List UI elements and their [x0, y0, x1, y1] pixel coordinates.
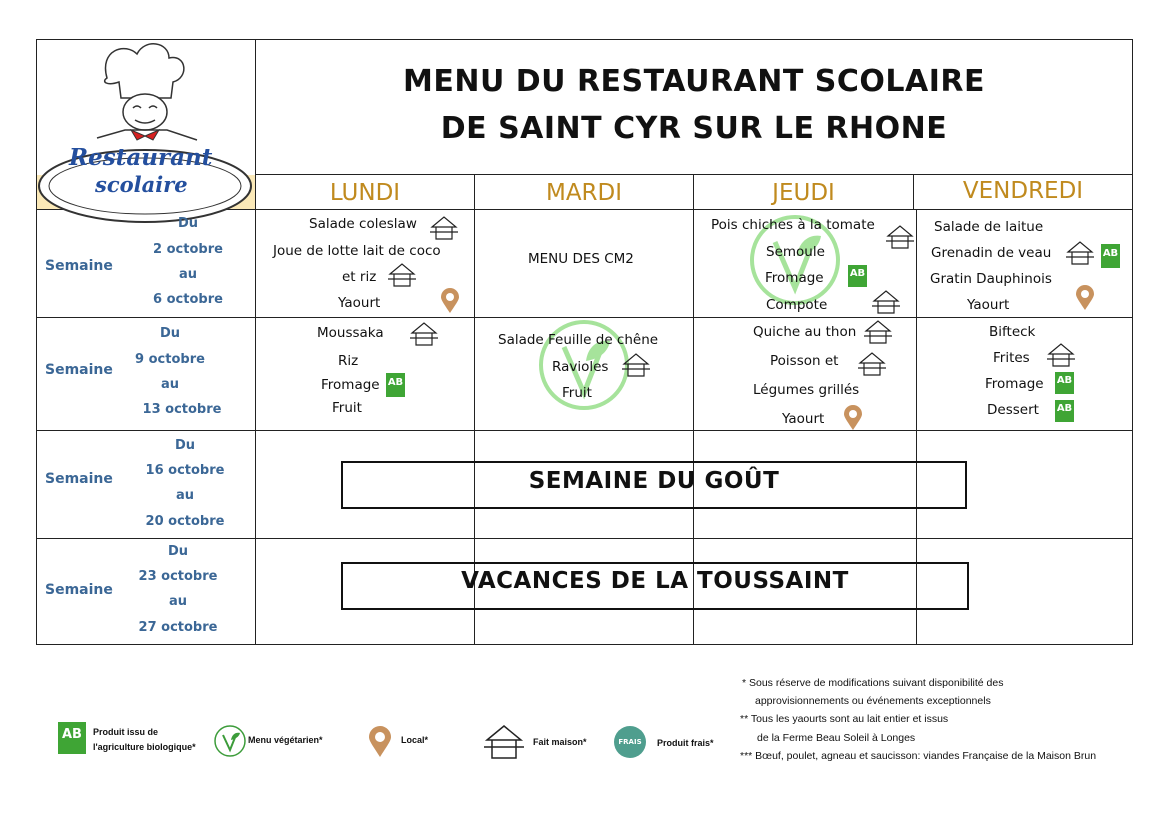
week-du: Du — [174, 438, 196, 453]
organic-ab-icon — [1055, 400, 1074, 422]
banner-text: SEMAINE DU GOÛT — [528, 468, 780, 494]
organic-ab-icon — [58, 722, 86, 754]
menu-item: Yaourt — [338, 295, 381, 311]
frais-badge-text: FRAIS — [618, 738, 642, 746]
ab-badge-text: AB — [387, 377, 404, 388]
ab-badge-text: AB — [1056, 403, 1073, 414]
week-start-date: 9 octobre — [135, 352, 205, 367]
local-pin-icon — [440, 288, 460, 314]
menu-item: Riz — [338, 353, 359, 369]
house-icon — [864, 320, 892, 344]
week-au: au — [175, 488, 195, 503]
menu-item: Yaourt — [782, 411, 825, 427]
legend-bio-line1: Produit issu de — [93, 727, 159, 737]
menu-item: Poisson et — [770, 353, 839, 369]
menu-item: Bifteck — [989, 324, 1036, 340]
week-end-date: 6 octobre — [153, 292, 223, 307]
menu-item: Dessert — [987, 402, 1039, 418]
ab-badge-text: AB — [849, 268, 866, 279]
day-header-mardi: MARDI — [545, 180, 623, 206]
footnote-line: * Sous réserve de modifications suivant disponibilité des — [742, 677, 1004, 689]
organic-ab-icon — [386, 373, 405, 397]
menu-item: et riz — [342, 269, 377, 285]
logo-text-line1: Restaurant — [69, 144, 213, 171]
menu-item: Fromage — [765, 270, 824, 286]
week-end-date: 13 octobre — [142, 402, 222, 417]
day-header-jeudi: JEUDI — [772, 180, 835, 206]
menu-item: Fruit — [332, 400, 362, 416]
legend-frais: Produit frais* — [657, 738, 714, 748]
footnote-line: ** Tous les yaourts sont au lait entier et issus — [740, 713, 949, 725]
menu-item: Fromage — [985, 376, 1044, 392]
page-title-line1: MENU DU RESTAURANT SCOLAIRE — [402, 64, 985, 99]
week-label: Semaine — [45, 258, 113, 274]
menu-item: Gratin Dauphinois — [930, 271, 1052, 287]
organic-ab-icon — [1101, 244, 1120, 268]
legend-bio-line2: l'agriculture biologique* — [93, 742, 196, 752]
menu-item: Ravioles — [552, 359, 609, 375]
week-du: Du — [159, 326, 181, 341]
local-pin-icon — [1075, 285, 1095, 311]
ab-badge-text: AB — [1056, 375, 1073, 386]
week-du: Du — [167, 544, 189, 559]
banner-vacances-toussaint — [341, 562, 969, 610]
organic-ab-icon — [1055, 372, 1074, 394]
week-du: Du — [177, 216, 199, 231]
menu-item: Moussaka — [317, 325, 384, 341]
page-title-line2: DE SAINT CYR SUR LE RHONE — [440, 111, 948, 146]
week-start-date: 23 octobre — [138, 569, 218, 584]
house-icon — [1047, 343, 1075, 367]
week-label: Semaine — [45, 362, 113, 378]
house-icon — [622, 353, 650, 377]
menu-item: Salade Feuille de chêne — [498, 332, 659, 348]
menu-item: Fruit — [562, 385, 592, 401]
vegetarian-icon — [214, 725, 246, 757]
week-label: Semaine — [45, 471, 113, 487]
logo-text-line2: scolaire — [95, 172, 188, 197]
banner-semaine-du-gout — [341, 461, 967, 509]
week-end-date: 27 octobre — [138, 620, 218, 635]
week-start-date: 2 octobre — [153, 242, 223, 257]
house-icon — [886, 225, 914, 249]
fresh-product-icon — [614, 726, 646, 758]
house-icon — [410, 322, 438, 346]
menu-item: Pois chiches à la tomate — [711, 217, 875, 233]
house-icon — [858, 352, 886, 376]
menu-item: Légumes grillés — [753, 382, 860, 398]
week-label: Semaine — [45, 582, 113, 598]
day-header-vendredi: VENDREDI — [962, 178, 1084, 204]
restaurant-logo — [37, 40, 255, 209]
local-pin-icon — [843, 405, 863, 431]
menu-item: Salade de laitue — [934, 219, 1044, 235]
menu-item: MENU DES CM2 — [528, 251, 634, 267]
menu-item: Grenadin de veau — [931, 245, 1052, 261]
footnote-line: approvisionnements ou événements exceptionnels — [755, 695, 991, 707]
house-icon — [1066, 241, 1094, 265]
organic-ab-icon — [848, 265, 867, 287]
house-icon — [484, 725, 524, 759]
menu-item: Joue de lotte lait de coco — [273, 243, 441, 259]
footnote-line: de la Ferme Beau Soleil à Longes — [757, 732, 916, 744]
legend-local: Local* — [401, 735, 429, 745]
menu-item: Semoule — [766, 244, 825, 260]
menu-item: Compote — [766, 297, 828, 313]
ab-badge-text: AB — [1102, 248, 1119, 259]
menu-item: Fromage — [321, 377, 380, 393]
local-pin-icon — [368, 726, 392, 758]
menu-item: Yaourt — [967, 297, 1010, 313]
week-end-date: 20 octobre — [145, 514, 225, 529]
day-header-lundi: LUNDI — [329, 180, 401, 206]
week-au: au — [168, 594, 188, 609]
house-icon — [430, 216, 458, 240]
week-au: au — [178, 267, 198, 282]
footnote-line: *** Bœuf, poulet, agneau et saucisson: viandes Française de la Maison Brun — [740, 750, 1097, 762]
menu-item: Salade coleslaw — [309, 216, 417, 232]
legend-maison: Fait maison* — [533, 737, 587, 747]
menu-item: Frites — [993, 350, 1030, 366]
ab-badge-text: AB — [62, 727, 82, 742]
menu-item: Quiche au thon — [753, 324, 857, 340]
week-au: au — [160, 377, 180, 392]
legend-vege: Menu végétarien* — [248, 735, 323, 745]
week-start-date: 16 octobre — [145, 463, 225, 478]
house-icon — [872, 290, 900, 314]
house-icon — [388, 263, 416, 287]
banner-text: VACANCES DE LA TOUSSAINT — [461, 568, 849, 594]
